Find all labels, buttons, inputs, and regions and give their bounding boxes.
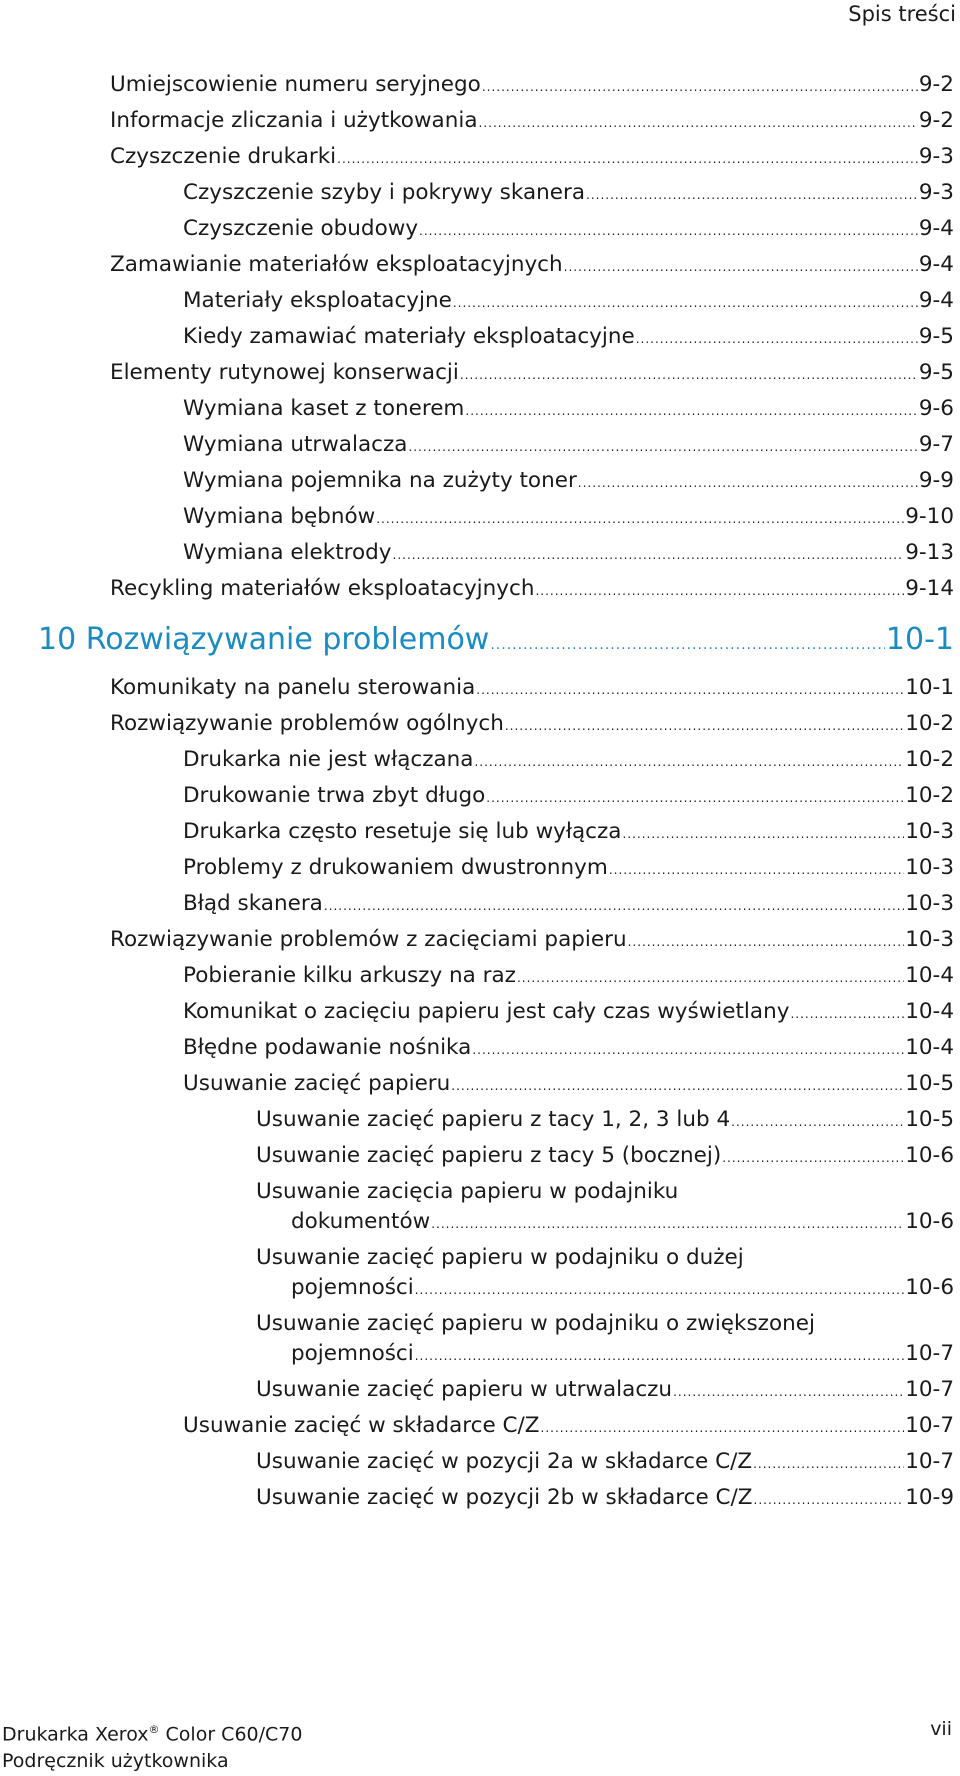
toc-entry-title: Usuwanie zacięć w pozycji 2b w składarce C/Z [256, 1485, 753, 1510]
toc-page-number: 9-4 [918, 252, 954, 277]
toc-entry-row [183, 430, 954, 462]
toc-entry-title-continuation: pojemności [291, 1275, 414, 1300]
toc-page-number: 10-2 [905, 711, 954, 736]
toc-entry-row [183, 322, 954, 354]
toc-page-number: 10-7 [905, 1449, 954, 1474]
toc-page-number: 10-3 [905, 819, 954, 844]
toc-entry[interactable] [0, 214, 960, 246]
toc-entry[interactable] [0, 1177, 960, 1239]
toc-page-number: 9-3 [918, 180, 954, 205]
toc-entry[interactable] [0, 502, 960, 534]
toc-entry-row [256, 1483, 954, 1515]
toc-entry-row [110, 925, 954, 957]
dot-leader [337, 144, 918, 174]
toc-entry-title: Recykling materiałów eksploatacyjnych [110, 576, 535, 601]
toc-page-number: 9-6 [918, 396, 954, 421]
toc-page-number: 9-4 [918, 216, 954, 241]
toc-entry-row [183, 214, 954, 246]
dot-leader [517, 963, 904, 993]
toc-entry-row [183, 1033, 954, 1065]
toc-entry-row [291, 1273, 954, 1305]
toc-entry[interactable] [0, 781, 960, 813]
toc-entry-title: Drukowanie trwa zbyt długo [183, 783, 486, 808]
toc-entry-title: Błąd skanera [183, 891, 323, 916]
toc-entry-row [183, 502, 954, 534]
toc-page-number: 10-2 [905, 783, 954, 808]
dot-leader [622, 819, 904, 849]
footer-product-suffix: Color C60/C70 [159, 1723, 303, 1746]
toc-page-number: 9-3 [918, 144, 954, 169]
toc-entry-row [291, 1339, 954, 1371]
toc-entry[interactable] [0, 178, 960, 210]
dot-leader [535, 576, 904, 606]
toc-page-number: 10-3 [905, 891, 954, 916]
toc-entry[interactable] [0, 142, 960, 174]
toc-entry-title: Elementy rutynowej konserwacji [110, 360, 459, 385]
toc-chapter-entry[interactable] [0, 620, 960, 665]
toc-entry-row [256, 1141, 954, 1173]
toc-page-number: 10-3 [905, 855, 954, 880]
toc-page-number: 9-14 [905, 576, 954, 601]
toc-entry-title: Drukarka nie jest włączana [183, 747, 474, 772]
toc-page-number: 10-1 [885, 622, 954, 657]
toc-entry-title: Usuwanie zacięć papieru w podajniku o zwiększonej [256, 1311, 815, 1336]
toc-entry-row [38, 620, 954, 665]
toc-entry-row [183, 817, 954, 849]
dot-leader [578, 468, 918, 498]
toc-page-number: 9-5 [918, 360, 954, 385]
dot-leader [419, 216, 918, 246]
toc-page-number: 10-6 [905, 1209, 954, 1234]
toc-entry-title: Rozwiązywanie problemów z zacięciami papieru [110, 927, 627, 952]
toc-entry-title: Wymiana utrwalacza [183, 432, 408, 457]
toc-entry-title: Czyszczenie drukarki [110, 144, 337, 169]
toc-entry-title: Wymiana elektrody [183, 540, 392, 565]
dot-leader [474, 747, 904, 777]
toc-entry[interactable] [0, 1483, 960, 1515]
toc-page-number: 9-2 [918, 72, 954, 97]
toc-entry-title: Rozwiązywanie problemów ogólnych [110, 711, 504, 736]
toc-entry[interactable] [0, 70, 960, 102]
toc-entry[interactable] [0, 1375, 960, 1407]
toc-entry[interactable] [0, 997, 960, 1029]
dot-leader [415, 1275, 904, 1305]
toc-entry[interactable] [0, 574, 960, 606]
dot-leader [393, 540, 905, 570]
toc-entry-row [256, 1447, 954, 1479]
dot-leader [790, 999, 904, 1029]
toc-page-number: 9-2 [918, 108, 954, 133]
toc-entry-row [183, 853, 954, 885]
toc-entry-title: Kiedy zamawiać materiały eksploatacyjne [183, 324, 635, 349]
toc-page-number: 10-7 [905, 1413, 954, 1438]
toc-page-number: 9-13 [905, 540, 954, 565]
toc-entry-title: 10 Rozwiązywanie problemów [38, 622, 490, 657]
toc-entry-row [183, 538, 954, 570]
toc-entry[interactable] [0, 1411, 960, 1443]
toc-entry[interactable] [0, 106, 960, 138]
toc-page-number: 9-7 [918, 432, 954, 457]
toc-entry[interactable] [0, 961, 960, 993]
toc-page-number: 10-5 [905, 1107, 954, 1132]
dot-leader [453, 288, 918, 318]
toc-page-number: 10-7 [905, 1341, 954, 1366]
toc-entry-title: Zamawianie materiałów eksploatacyjnych [110, 252, 563, 277]
toc-entry[interactable] [0, 1069, 960, 1101]
toc-entry[interactable] [0, 466, 960, 498]
toc-entry-title: Wymiana pojemnika na zużyty toner [183, 468, 577, 493]
toc-entry-row [183, 961, 954, 993]
footer-page-number: vii [930, 1718, 952, 1740]
toc-entry-row [110, 673, 954, 705]
dot-leader [731, 1107, 904, 1137]
toc-page-number: 9-4 [918, 288, 954, 313]
toc-entry-row [183, 745, 954, 777]
dot-leader [722, 1143, 904, 1173]
footer-product [2, 1716, 302, 1775]
toc-entry[interactable] [0, 250, 960, 282]
toc-entry[interactable] [0, 1309, 960, 1371]
table-of-contents [0, 66, 960, 1519]
toc-entry-title: Pobieranie kilku arkuszy na raz [183, 963, 516, 988]
toc-entry-row [183, 286, 954, 318]
toc-entry[interactable] [0, 853, 960, 885]
toc-page-number: 10-2 [905, 747, 954, 772]
dot-leader [479, 108, 918, 138]
dot-leader [754, 1485, 905, 1515]
toc-entry[interactable] [0, 1141, 960, 1173]
dot-leader [628, 927, 905, 957]
dot-leader [753, 1449, 904, 1479]
toc-entry[interactable] [0, 538, 960, 570]
toc-entry-row [110, 142, 954, 174]
toc-entry[interactable] [0, 673, 960, 705]
toc-entry-row [256, 1105, 954, 1137]
registered-mark: ® [148, 1723, 160, 1736]
dot-leader [636, 324, 918, 354]
toc-entry[interactable] [0, 709, 960, 741]
toc-page-number: 10-4 [905, 963, 954, 988]
dot-leader [408, 432, 917, 462]
toc-entry-title: Usuwanie zacięć papieru w podajniku o dużej [256, 1245, 744, 1270]
toc-page-number: 10-6 [905, 1275, 954, 1300]
toc-entry[interactable] [0, 745, 960, 777]
toc-entry-row [183, 781, 954, 813]
toc-entry-title: Usuwanie zacięć papieru w utrwalaczu [256, 1377, 673, 1402]
toc-entry-title: Usuwanie zacięć papieru z tacy 1, 2, 3 lub 4 [256, 1107, 731, 1132]
dot-leader [451, 1071, 904, 1101]
toc-entry-title: Usuwanie zacięcia papieru w podajniku [256, 1179, 679, 1204]
toc-entry-title: Czyszczenie szyby i pokrywy skanera [183, 180, 586, 205]
toc-entry[interactable] [0, 1033, 960, 1065]
toc-entry-title: Problemy z drukowaniem dwustronnym [183, 855, 608, 880]
toc-entry-row [183, 1411, 954, 1443]
toc-entry-title: Czyszczenie obudowy [183, 216, 419, 241]
dot-leader [505, 711, 904, 741]
toc-entry-title: Komunikaty na panelu sterowania [110, 675, 476, 700]
toc-entry-title: Usuwanie zacięć w pozycji 2a w składarce C/Z [256, 1449, 753, 1474]
toc-entry-title: Informacje zliczania i użytkowania [110, 108, 478, 133]
dot-leader [564, 252, 918, 282]
toc-entry-title: Usuwanie zacięć papieru z tacy 5 (bocznej) [256, 1143, 722, 1168]
toc-entry-row [110, 709, 954, 741]
dot-leader [482, 72, 918, 102]
toc-entry-row [183, 997, 954, 1029]
toc-entry-title: Usuwanie zacięć w składarce C/Z [183, 1413, 540, 1438]
toc-entry[interactable] [0, 286, 960, 318]
toc-entry[interactable] [0, 322, 960, 354]
toc-entry-row [183, 394, 954, 426]
toc-entry-title: Wymiana bębnów [183, 504, 376, 529]
toc-entry-row [110, 250, 954, 282]
toc-entry-title: Materiały eksploatacyjne [183, 288, 452, 313]
dot-leader [541, 1413, 905, 1443]
dot-leader [586, 180, 918, 210]
toc-entry-row [183, 178, 954, 210]
toc-entry-row [256, 1375, 954, 1407]
toc-entry-row [110, 574, 954, 606]
toc-entry-row [110, 106, 954, 138]
dot-leader [324, 891, 904, 921]
toc-entry[interactable] [0, 1105, 960, 1137]
toc-entry-row [110, 70, 954, 102]
dot-leader [460, 360, 918, 390]
toc-entry[interactable] [0, 358, 960, 390]
toc-page-number: 10-7 [905, 1377, 954, 1402]
toc-entry-row [183, 466, 954, 498]
footer-guide-name: Podręcznik użytkownika [2, 1750, 229, 1773]
running-header: Spis treści [848, 2, 956, 26]
toc-entry-row [110, 358, 954, 390]
dot-leader [486, 783, 904, 813]
toc-entry[interactable] [0, 817, 960, 849]
toc-page-number: 10-4 [905, 999, 954, 1024]
toc-entry-row [183, 889, 954, 921]
dot-leader [673, 1377, 904, 1407]
toc-entry-title-continuation: dokumentów [291, 1209, 431, 1234]
toc-page-number: 10-6 [905, 1143, 954, 1168]
toc-page-number: 10-4 [905, 1035, 954, 1060]
toc-entry-title-continuation: pojemności [291, 1341, 414, 1366]
toc-entry-row [291, 1207, 954, 1239]
dot-leader [376, 504, 904, 534]
toc-entry[interactable] [0, 430, 960, 462]
toc-entry-title: Błędne podawanie nośnika [183, 1035, 472, 1060]
toc-entry-title: Usuwanie zacięć papieru [183, 1071, 451, 1096]
toc-page-number: 10-5 [905, 1071, 954, 1096]
dot-leader [609, 855, 904, 885]
footer-product-prefix: Drukarka Xerox [2, 1723, 149, 1746]
dot-leader [465, 396, 918, 426]
dot-leader [490, 625, 885, 665]
dot-leader [472, 1035, 904, 1065]
dot-leader [415, 1341, 904, 1371]
toc-entry[interactable] [0, 925, 960, 957]
toc-page-number: 9-9 [918, 468, 954, 493]
toc-page-number: 10-9 [905, 1485, 954, 1510]
toc-entry-title: Drukarka często resetuje się lub wyłącza [183, 819, 622, 844]
toc-entry[interactable] [0, 394, 960, 426]
toc-entry[interactable] [0, 1243, 960, 1305]
toc-entry-title: Komunikat o zacięciu papieru jest cały czas wyświetlany [183, 999, 790, 1024]
dot-leader [431, 1209, 904, 1239]
toc-page-number: 9-10 [905, 504, 954, 529]
dot-leader [476, 675, 904, 705]
toc-entry-row [183, 1069, 954, 1101]
toc-page-number: 9-5 [918, 324, 954, 349]
footer-product-line [2, 1716, 302, 1748]
toc-page-number: 10-1 [905, 675, 954, 700]
toc-entry[interactable] [0, 889, 960, 921]
toc-entry[interactable] [0, 1447, 960, 1479]
toc-entry-title: Umiejscowienie numeru seryjnego [110, 72, 481, 97]
toc-page-number: 10-3 [905, 927, 954, 952]
toc-entry-title: Wymiana kaset z tonerem [183, 396, 465, 421]
